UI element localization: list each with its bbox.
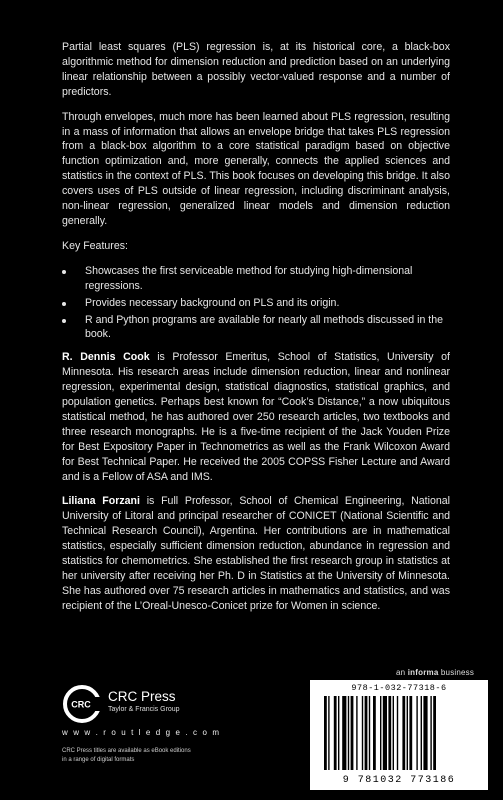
- barcode-bar: [362, 696, 363, 770]
- author-bio-text: is Full Professor, School of Chemical Engineering, National University of Litoral and principal researcher of CONICET (National Scientific and Technical Research Council), Argentina. Her contributions are in mathematical statistics, especially sufficient dimension reduction, abundance in regression and statistics for chemometrics. She established the first research group in statistics at her university after receiving her Ph. D in Statistics at the University of Minnesota. She has authored over 75 research articles in mathematics and statistics, and was recipient of the L’Oreal-Unesco-Conicet prize for Women in science.: [62, 495, 450, 612]
- barcode-bar: [433, 696, 436, 770]
- barcode-bars: [322, 696, 476, 770]
- barcode-bar: [407, 696, 408, 770]
- key-feature-item: R and Python programs are available for nearly all methods discussed in the book.: [62, 313, 450, 343]
- barcode-bar: [402, 696, 405, 770]
- author-bio-cook: [62, 350, 450, 484]
- intro-paragraph-2: Through envelopes, much more has been learned about PLS regression, resulting in a mass of information that allows an envelope bridge that takes PLS regression from a black-box algorithm to a core statistical paradigm based on objective function optimization and, more generally, connects the applied sciences and statistics in the context of PLS. This book focuses on developing this bridge. It also covers uses of PLS outside of linear regression, including discriminant analysis, non-linear regression, generalized linear models and dimension reduction generally.: [62, 110, 450, 227]
- barcode-digits: 9 781032 773186: [342, 775, 456, 786]
- barcode-bar: [348, 696, 349, 770]
- informa-business-label: an informa business: [396, 668, 475, 677]
- crc-logo-text: CRC: [71, 699, 91, 710]
- barcode-bar: [356, 696, 357, 770]
- isbn-number: 978-1-032-77318-6: [351, 683, 447, 693]
- author-name: Liliana Forzani: [62, 495, 140, 508]
- barcode-bar: [380, 696, 381, 770]
- barcode-bar: [369, 696, 370, 770]
- key-feature-item: Showcases the first serviceable method for studying high-dimensional regressions.: [62, 264, 450, 294]
- author-bio-forzani: [62, 494, 450, 613]
- barcode-bar: [409, 696, 412, 770]
- barcode-bar: [397, 696, 398, 770]
- barcode-bar: [423, 696, 427, 770]
- barcode-bar: [328, 696, 329, 770]
- publisher-group: Taylor & Francis Group: [108, 706, 180, 713]
- barcode-bar: [334, 696, 337, 770]
- barcode-bar: [430, 696, 431, 770]
- barcode-bar: [393, 696, 394, 770]
- barcode-bar: [416, 696, 417, 770]
- barcode-bar: [373, 696, 376, 770]
- isbn-barcode: [310, 680, 488, 790]
- barcode-bar: [338, 696, 339, 770]
- publisher-url: w w w . r o u t l e d g e . c o m: [62, 728, 221, 737]
- barcode-bar: [388, 696, 391, 770]
- publisher-logo-block: [58, 684, 258, 794]
- publisher-name: CRC Press: [108, 689, 176, 704]
- barcode-bar: [351, 696, 354, 770]
- author-name: R. Dennis Cook: [62, 351, 150, 364]
- back-cover-text: [62, 40, 450, 624]
- key-features-list: [62, 264, 450, 343]
- key-feature-item: Provides necessary background on PLS and its origin.: [62, 296, 450, 311]
- barcode-bar: [342, 696, 346, 770]
- intro-paragraph-1: Partial least squares (PLS) regression is, at its historical core, a black-box algorithmic method for dimension reduction and prediction based on an underlying linear relationship between a possibly vector-valued response and a number of predictors.: [62, 41, 450, 98]
- barcode-bar: [365, 696, 368, 770]
- ebook-note: CRC Press titles are available as eBook editions in a range of digital formats: [62, 748, 191, 763]
- barcode-bar: [421, 696, 422, 770]
- key-features-title: Key Features:: [62, 239, 128, 252]
- barcode-bar: [383, 696, 387, 770]
- crc-logo-icon: [62, 684, 102, 724]
- barcode-bar: [324, 696, 327, 770]
- author-bio-text: is Professor Emeritus, School of Statistics, University of Minnesota. His research areas include dimension reduction, linear and nonlinear regression, experimental design, statistical diagnostics, statistical graphics, and population genetics. Perhaps best known for “Cook’s Distance,” a now ubiquitous statistical method, he has authored over 250 research articles, two textbooks and three research monographs. He is a five-time recipient of the Jack Youden Prize for Best Expository Paper in Technometrics as well as the Frank Wilcoxon Award for Best Technical Paper. He received the 2005 COPSS Fisher Lecture and Award and is a Fellow of ASA and IMS.: [62, 351, 450, 483]
